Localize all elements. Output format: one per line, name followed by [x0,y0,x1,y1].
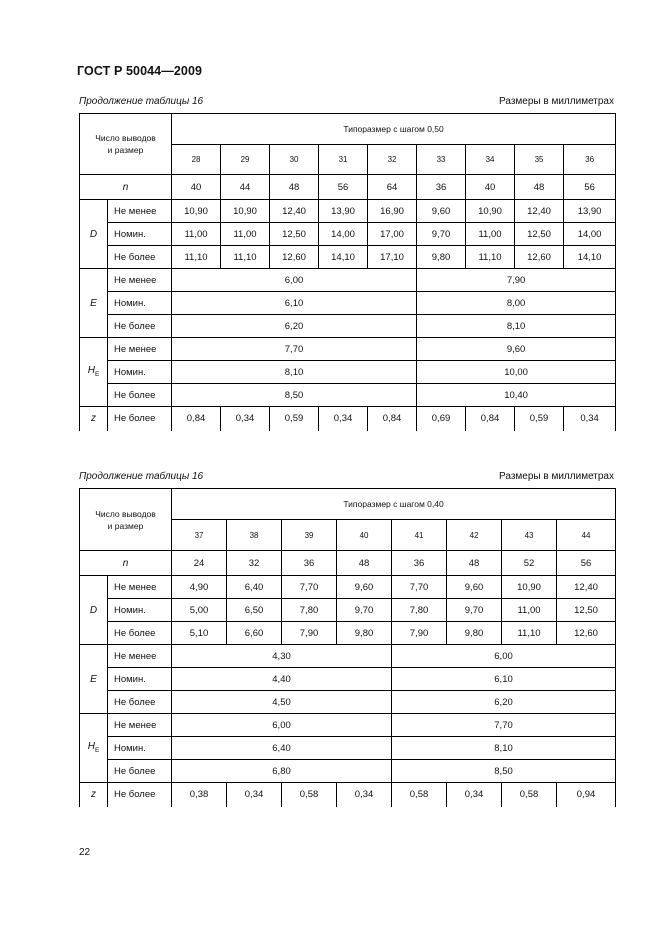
table-cell: 6,00 [172,269,417,292]
table-cell: 9,60 [337,576,392,599]
table-cell: 6,50 [227,599,282,622]
table-cell: 8,10 [392,737,616,760]
table-row [80,783,616,807]
table-row [80,200,616,223]
table-row [80,384,616,407]
table-cell: 10,00 [417,361,616,384]
table-cell: 36 [392,551,447,576]
table-row [80,407,616,431]
table-cell: 6,10 [172,292,417,315]
row-label: Не менее [108,338,172,361]
table-cell: 4,40 [172,668,392,691]
size-header: 41 [392,520,447,551]
table-row [80,246,616,269]
table-cell: 9,80 [337,622,392,645]
table-cell: 36 [417,175,466,200]
table-cell: 6,60 [227,622,282,645]
table-cell: 48 [270,175,319,200]
row-label: Номин. [108,668,172,691]
table-row [80,714,616,737]
table-cell: 7,80 [282,599,337,622]
table-cell: 13,90 [564,200,616,223]
table-cell: 40 [466,175,515,200]
row-label: Номин. [108,361,172,384]
table-cell: 8,50 [172,384,417,407]
size-header: 38 [227,520,282,551]
table-cell: 0,34 [447,783,502,807]
table-cell: 12,40 [270,200,319,223]
row-label: Не более [108,760,172,783]
table-cell: 14,00 [319,223,368,246]
table-cell: 10,90 [221,200,270,223]
table-cell: 12,50 [557,599,616,622]
table-row [80,223,616,246]
row-label: Не более [108,783,172,807]
table-cell: 4,30 [172,645,392,668]
table-row [80,292,616,315]
table-row [80,338,616,361]
table-cell: 9,70 [337,599,392,622]
size-header: 39 [282,520,337,551]
n-label: n [80,551,172,576]
table-cell: 48 [515,175,564,200]
table-cell: 0,69 [417,407,466,431]
table-cell: 5,00 [172,599,227,622]
size-header: 43 [502,520,557,551]
table-cell: 11,10 [172,246,221,269]
row-label: Не более [108,691,172,714]
table-cell: 9,60 [417,200,466,223]
table-cell: 10,90 [502,576,557,599]
table-cell: 10,90 [466,200,515,223]
row-label: Номин. [108,292,172,315]
table1-units: Размеры в миллиметрах [499,96,614,107]
row-label: Не менее [108,269,172,292]
size-header: 29 [221,145,270,175]
size-header: 33 [417,145,466,175]
table-cell: 13,90 [319,200,368,223]
table-cell: 0,84 [172,407,221,431]
table-cell: 4,90 [172,576,227,599]
table-cell: 10,40 [417,384,616,407]
table-cell: 14,10 [564,246,616,269]
row-label: Не более [108,315,172,338]
table-cell: 0,94 [557,783,616,807]
table-cell: 40 [172,175,221,200]
table-cell: 0,34 [337,783,392,807]
row-label: Не менее [108,576,172,599]
table-cell: 7,80 [392,599,447,622]
row-label: Не менее [108,200,172,223]
table2-units: Размеры в миллиметрах [499,471,614,482]
table-cell: 0,34 [319,407,368,431]
table-row [80,576,616,599]
table-cell: 0,58 [282,783,337,807]
table-cell: 9,80 [417,246,466,269]
table-cell: 12,60 [270,246,319,269]
table-cell: 56 [564,175,616,200]
table-cell: 24 [172,551,227,576]
table-cell: 9,70 [447,599,502,622]
d-symbol: D [80,576,108,645]
table-cell: 11,10 [502,622,557,645]
he-symbol: $H_E$ [80,338,108,407]
size-header: 37 [172,520,227,551]
table-cell: 48 [337,551,392,576]
e-symbol: E [80,645,108,714]
table-cell: 32 [227,551,282,576]
table-cell: 7,70 [392,714,616,737]
table-row [80,737,616,760]
table1 [79,113,616,431]
group-header: Типоразмер с шагом 0,40 [172,489,616,520]
table-cell: 11,00 [221,223,270,246]
table-cell: 6,00 [172,714,392,737]
z-symbol: z [80,783,108,807]
table-cell: 4,50 [172,691,392,714]
table-cell: 12,50 [270,223,319,246]
row-label: Номин. [108,737,172,760]
row-label: Номин. [108,599,172,622]
table-row [80,175,616,200]
row-label: Номин. [108,223,172,246]
table-cell: 11,10 [221,246,270,269]
table1-continuation: Продолжение таблицы 16 [79,96,204,107]
table-cell: 12,50 [515,223,564,246]
table-cell: 14,00 [564,223,616,246]
table-cell: 17,00 [368,223,417,246]
z-symbol: z [80,407,108,431]
table-cell: 6,10 [392,668,616,691]
table-cell: 11,00 [502,599,557,622]
table-cell: 17,10 [368,246,417,269]
table-cell: 14,10 [319,246,368,269]
table-cell: 7,70 [282,576,337,599]
size-header: 40 [337,520,392,551]
size-header: 35 [515,145,564,175]
table-cell: 9,70 [417,223,466,246]
table-row [80,645,616,668]
table-cell: 6,20 [172,315,417,338]
table-cell: 0,34 [227,783,282,807]
table-row [80,691,616,714]
table-cell: 6,20 [392,691,616,714]
table-cell: 48 [447,551,502,576]
table-cell: 56 [557,551,616,576]
table-cell: 6,80 [172,760,392,783]
table-cell: 6,00 [392,645,616,668]
table-row [80,551,616,576]
table-cell: 64 [368,175,417,200]
table-cell: 9,60 [417,338,616,361]
size-header: 36 [564,145,616,175]
table-cell: 44 [221,175,270,200]
table-cell: 0,59 [515,407,564,431]
size-header: 31 [319,145,368,175]
table-cell: 16,90 [368,200,417,223]
table-cell: 0,84 [466,407,515,431]
table-row [80,361,616,384]
table2-continuation: Продолжение таблицы 16 [79,471,204,482]
table-cell: 0,58 [502,783,557,807]
table-row [80,760,616,783]
table-cell: 9,60 [447,576,502,599]
row-label: Не более [108,246,172,269]
document-title: ГОСТ Р 50044—2009 [77,64,203,78]
table-cell: 8,10 [172,361,417,384]
table-cell: 12,40 [557,576,616,599]
group-header: Типоразмер с шагом 0,50 [172,114,616,145]
size-header: 30 [270,145,319,175]
table2 [79,488,616,807]
table-cell: 12,60 [557,622,616,645]
e-symbol: E [80,269,108,338]
row-label: Не более [108,384,172,407]
table-cell: 7,70 [392,576,447,599]
table-row [80,622,616,645]
size-header: 32 [368,145,417,175]
row-label: Не более [108,407,172,431]
table-cell: 7,90 [282,622,337,645]
size-header: 44 [557,520,616,551]
row-label: Не менее [108,645,172,668]
table-cell: 8,10 [417,315,616,338]
row-label: Не более [108,622,172,645]
n-label: n [80,175,172,200]
table-cell: 0,84 [368,407,417,431]
table-cell: 6,40 [172,737,392,760]
table-row [80,668,616,691]
table-cell: 12,60 [515,246,564,269]
table-cell: 11,00 [466,223,515,246]
table-cell: 7,70 [172,338,417,361]
table-cell: 0,34 [564,407,616,431]
table-cell: 6,40 [227,576,282,599]
size-header: 42 [447,520,502,551]
size-header: 34 [466,145,515,175]
table-cell: 8,50 [392,760,616,783]
table-cell: 7,90 [392,622,447,645]
he-symbol: $H_E$ [80,714,108,783]
table-row [80,599,616,622]
table-cell: 5,10 [172,622,227,645]
corner-header: Число выводов и размер [80,489,172,551]
table-cell: 52 [502,551,557,576]
table-cell: 0,59 [270,407,319,431]
table-cell: 0,38 [172,783,227,807]
table-cell: 10,90 [172,200,221,223]
table-cell: 0,58 [392,783,447,807]
page-number: 22 [79,847,91,858]
table-cell: 0,34 [221,407,270,431]
table-cell: 56 [319,175,368,200]
corner-header: Число выводов и размер [80,114,172,175]
table-cell: 8,00 [417,292,616,315]
table-cell: 12,40 [515,200,564,223]
d-symbol: D [80,200,108,269]
size-header: 28 [172,145,221,175]
table-row [80,269,616,292]
table-cell: 9,80 [447,622,502,645]
row-label: Не менее [108,714,172,737]
table-cell: 11,10 [466,246,515,269]
table-cell: 11,00 [172,223,221,246]
table-cell: 36 [282,551,337,576]
table-row [80,315,616,338]
table-cell: 7,90 [417,269,616,292]
